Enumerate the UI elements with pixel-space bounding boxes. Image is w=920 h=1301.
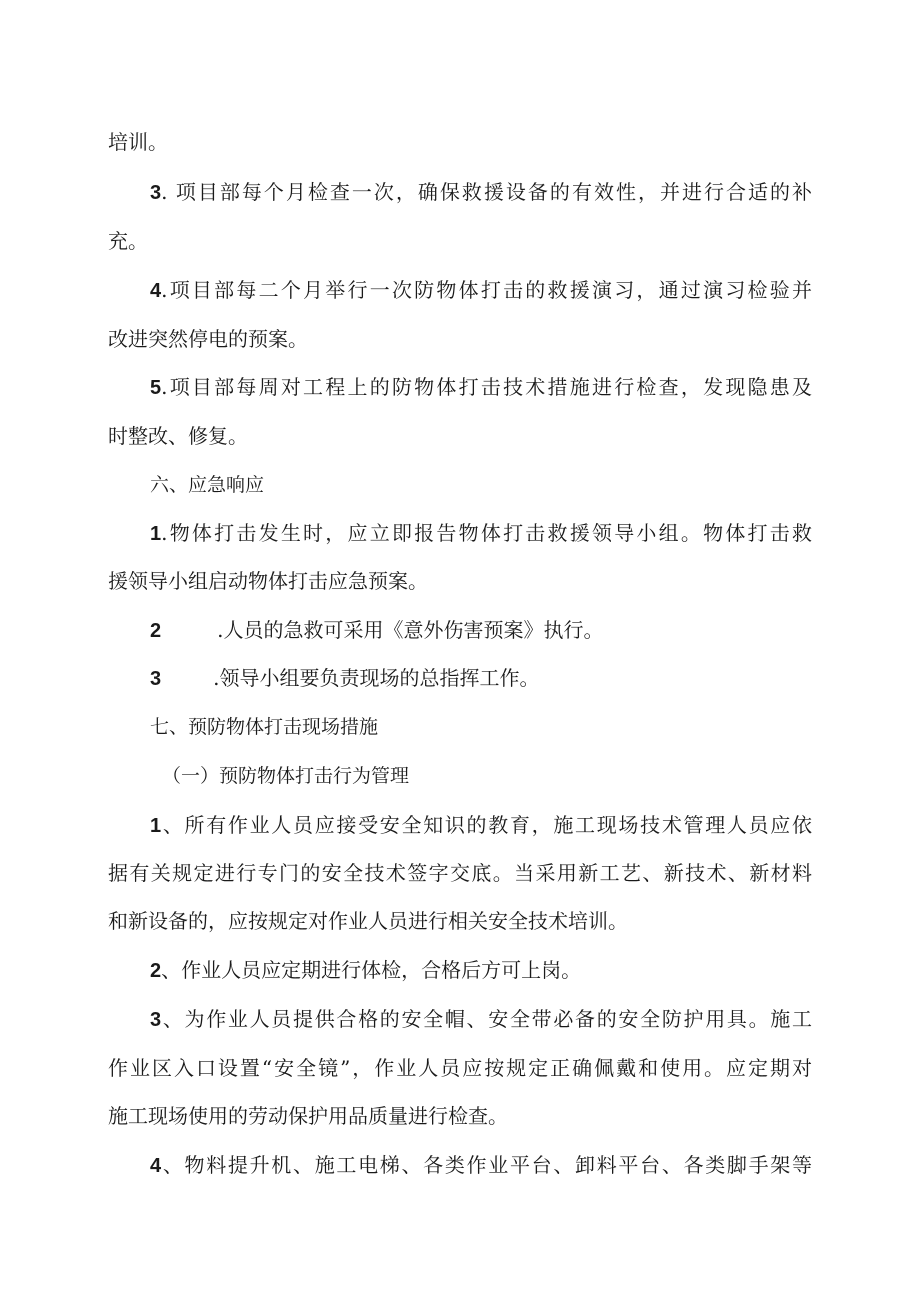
list-item-3-line-1: 3. 项目部每个月检查一次，确保救援设备的有效性，并进行合适的补 [150, 180, 812, 204]
paragraph-line: 培训。 [108, 130, 168, 154]
subsection-heading-1: （一）预防物体打击行为管理 [162, 765, 410, 787]
measure-item-2: 2、作业人员应定期进行体检，合格后方可上岗。 [150, 958, 582, 982]
measure-item-1-line-3: 和新设备的，应按规定对作业人员进行相关安全技术培训。 [108, 909, 628, 933]
response-item-1-line-2: 援领导小组启动物体打击应急预案。 [108, 569, 428, 593]
response-item-3: 3 .领导小组要负责现场的总指挥工作。 [150, 666, 540, 690]
section-heading-6: 六、应急响应 [150, 474, 265, 496]
list-item-4-line-1: 4.项目部每二个月举行一次防物体打击的救援演习，通过演习检验并 [150, 278, 812, 302]
list-item-5-line-2: 时整改、修复。 [108, 424, 248, 448]
list-item-3-line-2: 充。 [108, 229, 148, 253]
measure-item-4-line-1: 4、物料提升机、施工电梯、各类作业平台、卸料平台、各类脚手架等 [150, 1153, 812, 1177]
list-item-4-line-2: 改进突然停电的预案。 [108, 327, 308, 351]
measure-item-3-line-2: 作业区入口设置“安全镜”，作业人员应按规定正确佩戴和使用。应定期对 [108, 1056, 812, 1080]
measure-item-3-line-3: 施工现场使用的劳动保护用品质量进行检查。 [108, 1104, 508, 1128]
response-item-2: 2 .人员的急救可采用《意外伤害预案》执行。 [150, 618, 604, 642]
list-item-5-line-1: 5.项目部每周对工程上的防物体打击技术措施进行检查，发现隐患及 [150, 375, 812, 399]
section-heading-7: 七、预防物体打击现场措施 [150, 716, 379, 738]
measure-item-1-line-2: 据有关规定进行专门的安全技术签字交底。当采用新工艺、新技术、新材料 [108, 861, 812, 885]
response-item-1-line-1: 1.物体打击发生时，应立即报告物体打击救援领导小组。物体打击救 [150, 521, 812, 545]
measure-item-3-line-1: 3、为作业人员提供合格的安全帽、安全带必备的安全防护用具。施工 [150, 1007, 812, 1031]
measure-item-1-line-1: 1、所有作业人员应接受安全知识的教育，施工现场技术管理人员应依 [150, 813, 812, 837]
